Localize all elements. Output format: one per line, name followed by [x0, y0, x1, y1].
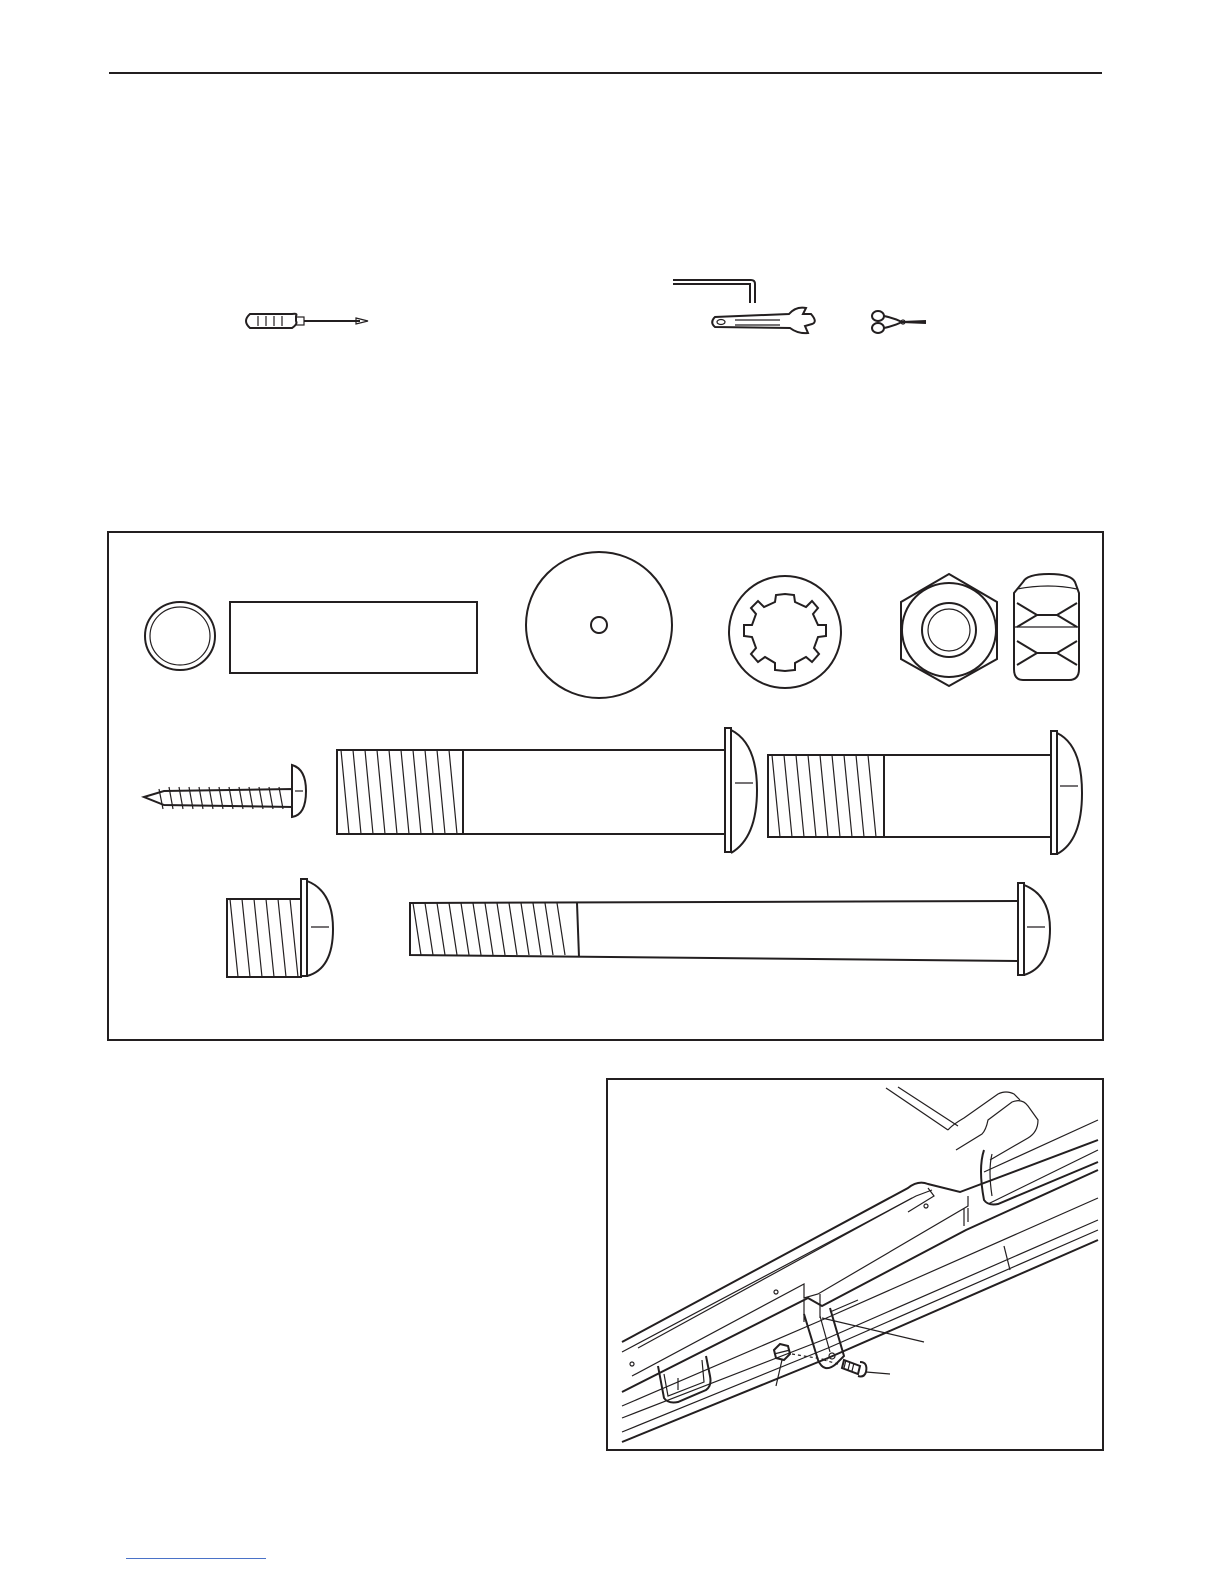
hardware-key-box [107, 531, 1104, 1041]
callout-bolt-line [866, 1372, 890, 1374]
long-bolt-part [337, 728, 757, 853]
extra-long-bolt-part [410, 883, 1050, 975]
flat-washer-part [526, 552, 672, 698]
medium-bolt-part [768, 731, 1082, 854]
cap-part [145, 602, 215, 670]
screwdriver-icon [246, 314, 368, 328]
adjustable-wrench-icon [712, 308, 815, 334]
assembly-figure [606, 1078, 1104, 1451]
footer-link-underline[interactable] [126, 1558, 266, 1559]
callout-nut-line [776, 1360, 782, 1386]
needlenose-pliers-icon [872, 311, 926, 333]
star-washer-part [729, 576, 841, 688]
callout-frame-line [1004, 1246, 1010, 1270]
hardware-illustrations [109, 533, 1102, 1039]
locknut-part [1014, 574, 1079, 680]
hex-nut-part [901, 574, 997, 686]
screw-part [144, 765, 306, 817]
figure-drawing [608, 1080, 1102, 1449]
upright-handle [886, 1087, 1098, 1205]
nut-part [774, 1344, 828, 1360]
hex-key-icon [673, 280, 755, 303]
tools-illustration [0, 0, 1224, 420]
spacer-rectangle [230, 602, 477, 673]
short-bolt-part [227, 879, 333, 977]
